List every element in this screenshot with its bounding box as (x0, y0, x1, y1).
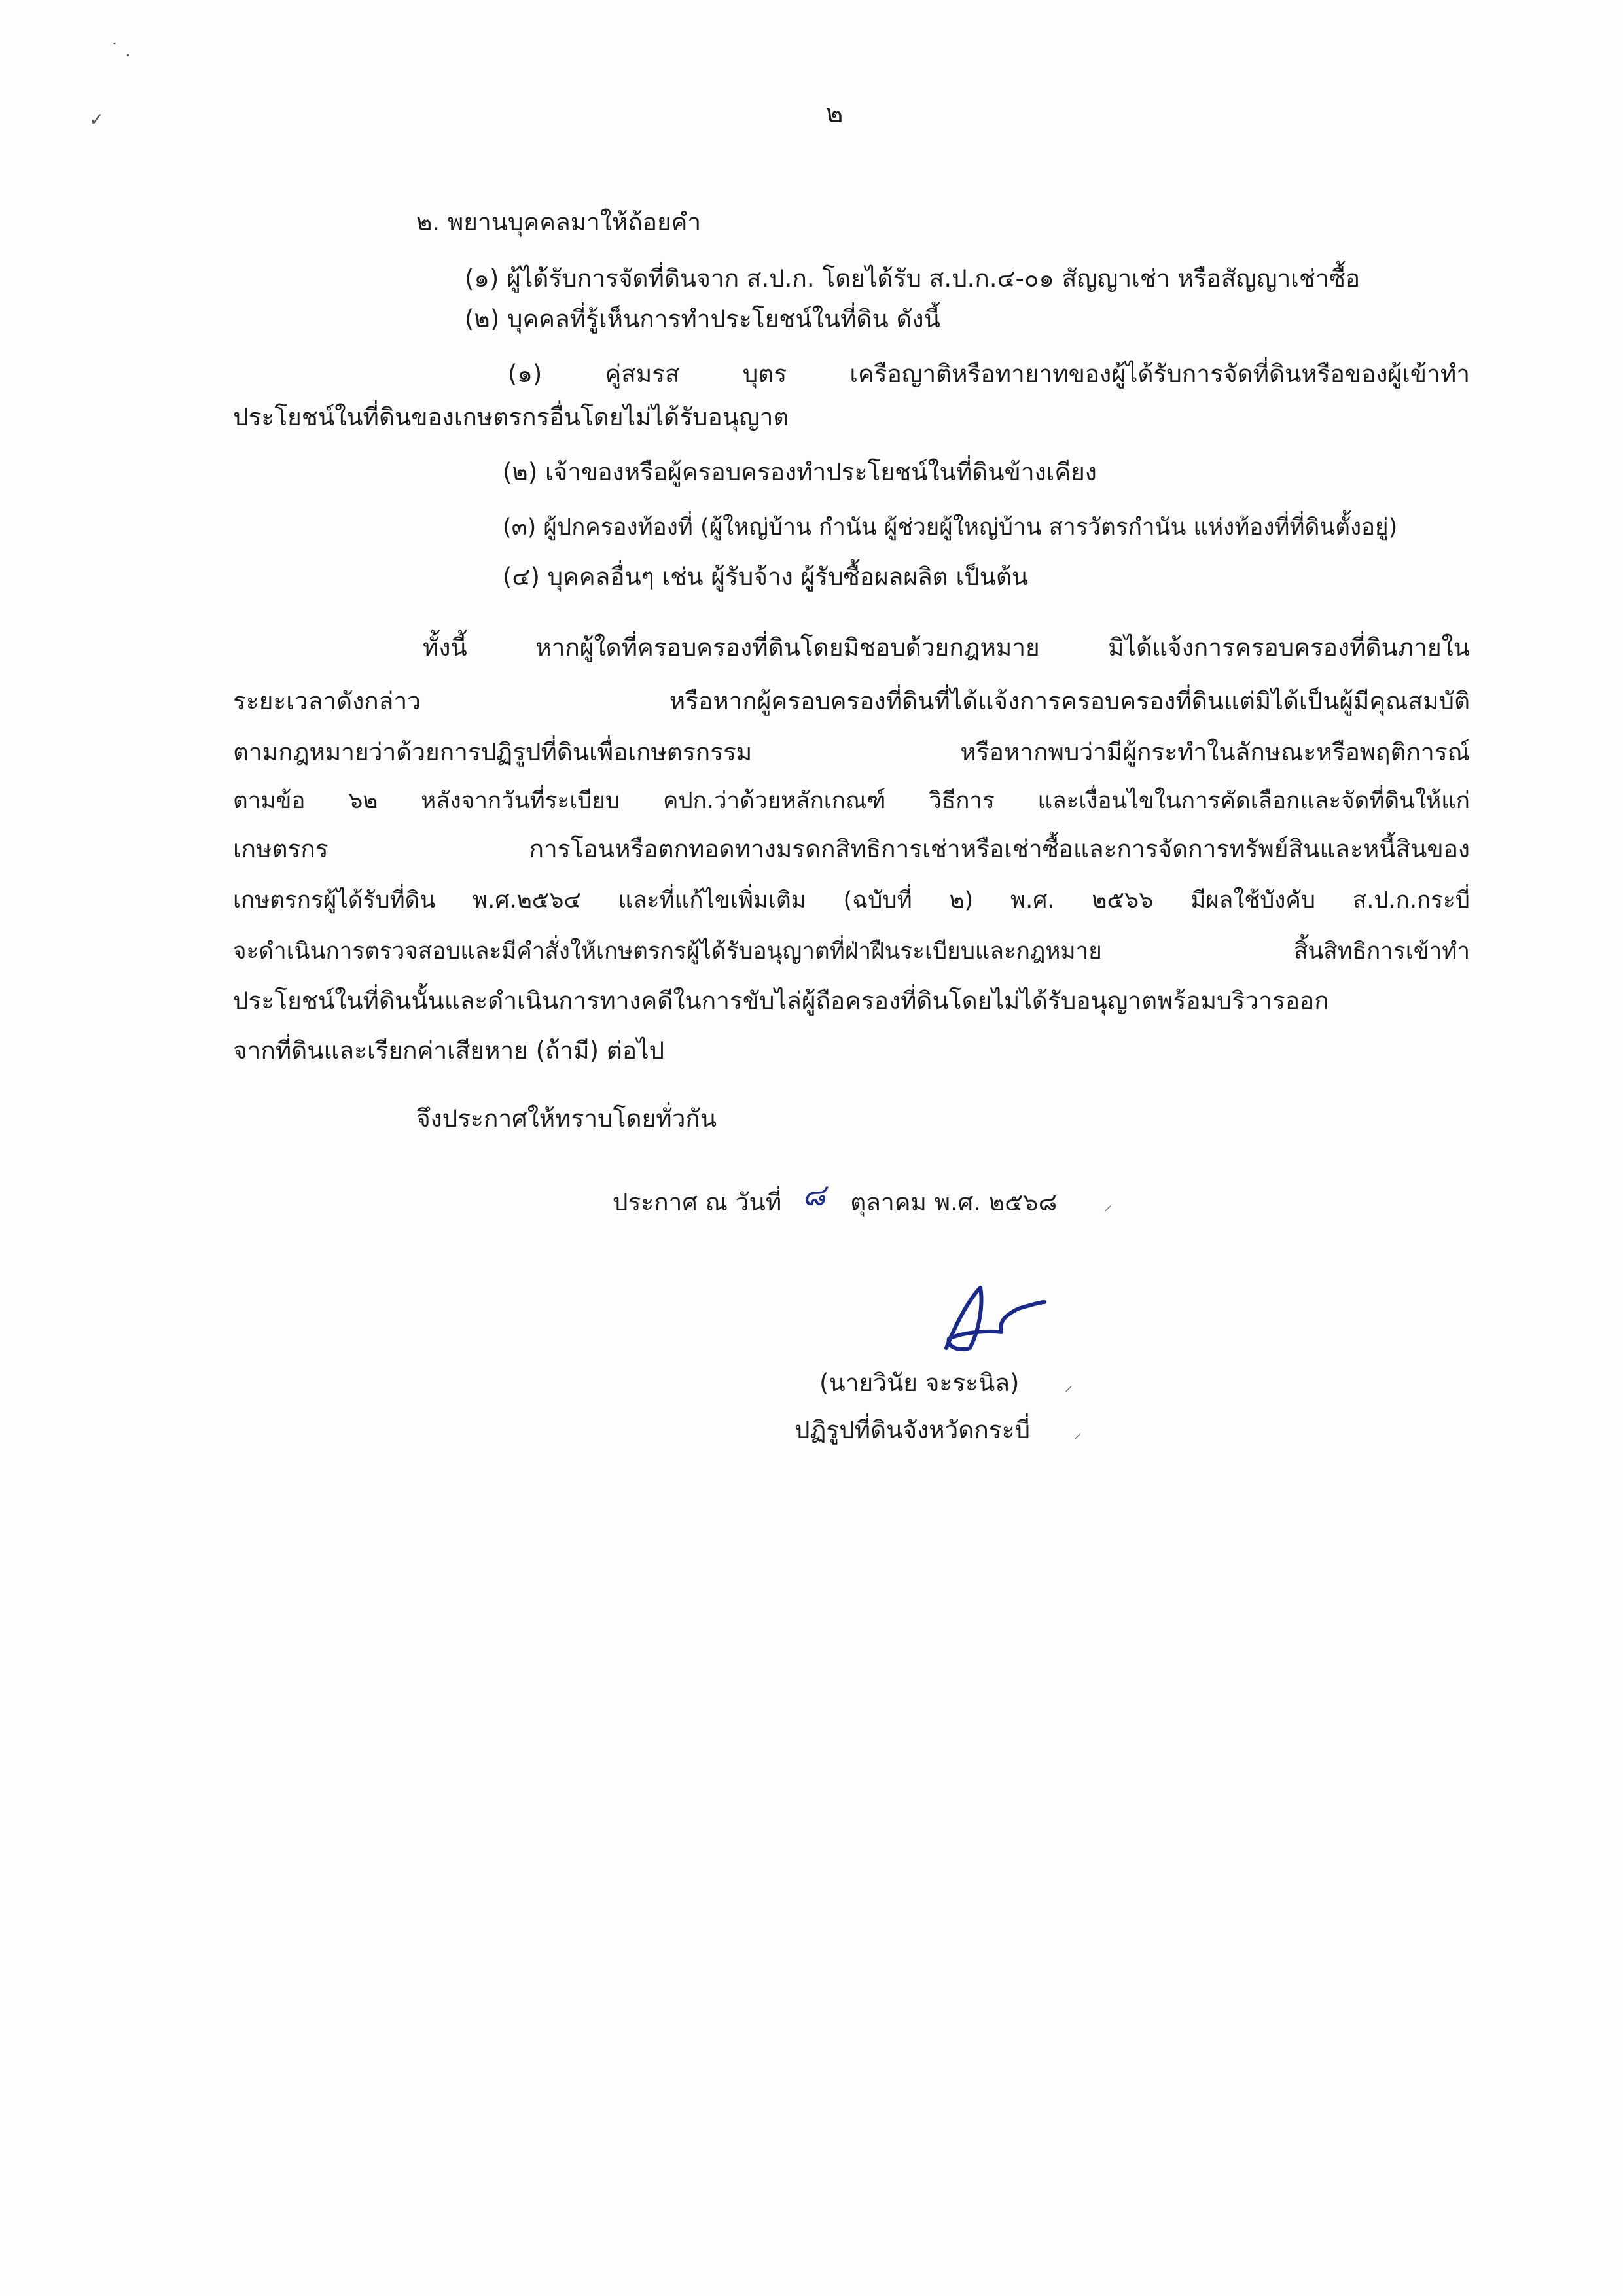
section-heading-witness: ๒. พยานบุคคลมาให้ถ้อยคำ (416, 208, 702, 236)
witness-subitem-3: (๓) ผู้ปกครองท้องที่ (ผู้ใหญ่บ้าน กำนัน ผู้ช่วยผู้ใหญ่บ้าน สารวัตรกำนัน แห่งท้องที่ที่ดินตั้งอยู่) (503, 514, 1398, 540)
scan-mark-tick: ✓ (89, 109, 105, 130)
paragraph-line-8: ประโยชน์ในที่ดินนั้นและดำเนินการทางคดีในการขับไล่ผู้ถือครองที่ดินโดยไม่ได้รับอนุญาตพร้อมบริวารออก (233, 987, 1329, 1015)
paragraph-line-5: เกษตรกร การโอนหรือตกทอดทางมรดกสิทธิการเช่าหรือเช่าซื้อและการจัดการทรัพย์สินและหนี้สินของ (233, 835, 1470, 863)
witness-item-1: (๑) ผู้ได้รับการจัดที่ดินจาก ส.ป.ก. โดยได้รับ ส.ป.ก.๔-๐๑ สัญญาเช่า หรือสัญญาเช่าซื้อ (465, 264, 1361, 292)
paragraph-line-3: ตามกฎหมายว่าด้วยการปฏิรูปที่ดินเพื่อเกษตรกรรม หรือหากพบว่ามีผู้กระทำในลักษณะหรือพฤติการณ์ (233, 738, 1470, 766)
initial-mark-position: ⸝ (1073, 1423, 1082, 1443)
paragraph-line-9: จากที่ดินและเรียกค่าเสียหาย (ถ้ามี) ต่อไป (233, 1036, 665, 1065)
signature-image (907, 1276, 1051, 1368)
announcement-date (613, 1177, 1058, 1218)
page-number: ๒ (826, 99, 844, 129)
witness-subitem-1-cont: ประโยชน์ในที่ดินของเกษตรกรอื่นโดยไม่ได้รับอนุญาต (233, 403, 789, 431)
initial-mark-date: ⸝ (1103, 1195, 1113, 1215)
paragraph-line-1: ทั้งนี้ หากผู้ใดที่ครอบครองที่ดินโดยมิชอบด้วยกฎหมาย มิได้แจ้งการครอบครองที่ดินภายใน (423, 633, 1470, 662)
paragraph-line-6: เกษตรกรผู้ได้รับที่ดิน พ.ศ.๒๕๖๔ และที่แก้ไขเพิ่มเติม (ฉบับที่ ๒) พ.ศ. ๒๕๖๖ มีผลใช้บังคับ ส.ป.ก.กระบี่ (233, 887, 1470, 913)
date-suffix: ตุลาคม พ.ศ. ๒๕๖๘ (850, 1188, 1058, 1216)
date-prefix: ประกาศ ณ วันที่ (613, 1188, 782, 1216)
paragraph-line-4: ตามข้อ ๖๒ หลังจากวันที่ระเบียบ คปก.ว่าด้วยหลักเกณฑ์ วิธีการ และเงื่อนไขในการคัดเลือกและจัดที่ดินให้แก่ (233, 788, 1470, 814)
paragraph-line-7: จะดำเนินการตรวจสอบและมีคำสั่งให้เกษตรกรผู้ได้รับอนุญาตที่ฝ่าฝืนระเบียบและกฎหมาย สิ้นสิทธิการเข้าทำ (233, 938, 1470, 964)
initial-mark-name: ⸝ (1064, 1376, 1073, 1396)
signatory-position: ปฏิรูปที่ดินจังหวัดกระบี่ (794, 1416, 1030, 1444)
scan-mark-dots: ˙ . (110, 39, 131, 61)
paragraph-line-2: ระยะเวลาดังกล่าว หรือหากผู้ครอบครองที่ดินที่ได้แจ้งการครอบครองที่ดินแต่มิได้เป็นผู้มีคุณสมบัติ (233, 687, 1470, 715)
witness-subitem-1: (๑) คู่สมรส บุตร เครือญาติหรือทายาทของผู้ได้รับการจัดที่ดินหรือของผู้เข้าทำ (508, 360, 1470, 388)
witness-item-2: (๒) บุคคลที่รู้เห็นการทำประโยชน์ในที่ดิน ดังนี้ (465, 305, 940, 333)
witness-subitem-2: (๒) เจ้าของหรือผู้ครอบครองทำประโยชน์ในที่ดินข้างเคียง (503, 458, 1097, 486)
signatory-name: (นายวินัย จะระนิล) (819, 1369, 1020, 1397)
witness-subitem-4: (๔) บุคคลอื่นๆ เช่น ผู้รับจ้าง ผู้รับซื้อผลผลิต เป็นต้น (503, 563, 1029, 591)
announcement-line: จึงประกาศให้ทราบโดยทั่วกัน (416, 1104, 717, 1133)
date-day-handwritten: ๘ (802, 1177, 826, 1212)
